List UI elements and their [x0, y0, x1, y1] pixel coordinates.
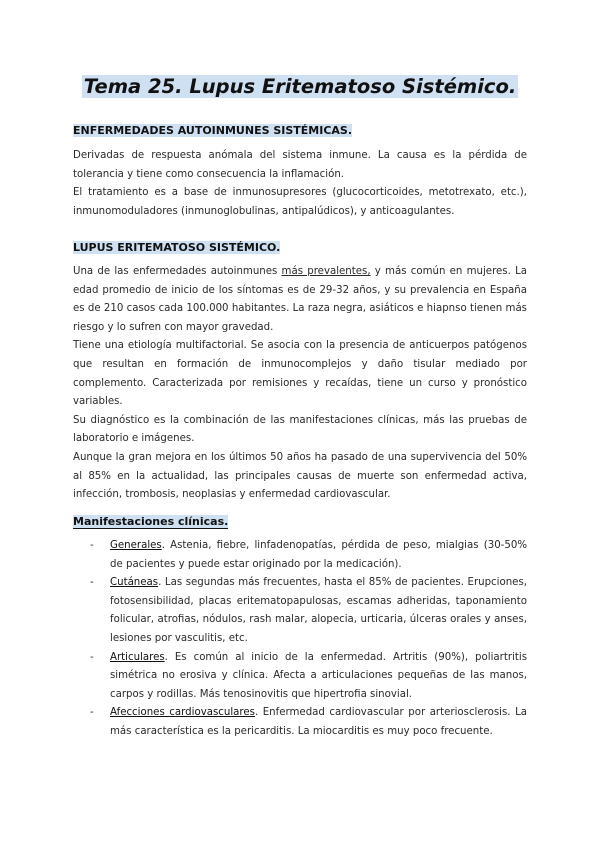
paragraph: Una de las enfermedades autoinmunes más prevalentes, y más común en mujeres. La edad promedio de inicio de los síntomas es de 29-32 años, y su prevalencia en España es de 210 casos cada 100.000 habitantes. La raza negra, asiáticos e hiapnso tienen más riesgo y lo sufren con mayor gravedad.	[73, 266, 527, 333]
section-heading-manifestaciones: Manifestaciones clínicas.	[73, 515, 229, 528]
manifestaciones-list	[90, 537, 527, 742]
section-autoinmunes-body	[73, 147, 527, 221]
list-dash: -	[90, 707, 94, 719]
list-item-term: Generales	[110, 540, 162, 551]
section-lupus-body	[73, 263, 527, 505]
underlined-text: más prevalentes,	[281, 266, 371, 277]
list-dash: -	[90, 540, 94, 551]
list-item-text: . Es común al inicio de la enfermedad. Artritis (90%), poliartritis simétrica no erosiva y clínica. Afecta a articulaciones pequeñas de las manos, carpos y rodillas. Más tenosinovitis que hipertrofia sinovial.	[110, 651, 527, 700]
list-dash: -	[90, 577, 94, 589]
list-item-term: Cutáneas	[110, 577, 159, 589]
list-dash: -	[90, 651, 94, 663]
paragraph: El tratamiento es a base de inmunosupresores (glucocorticoides, metotrexato, etc.), inmunomoduladores (inmunoglobulinas, antipalúdicos), y anticoagulantes.	[73, 187, 527, 217]
paragraph: Su diagnóstico es la combinación de las manifestaciones clínicas, más las pruebas de laboratorio e imágenes.	[73, 414, 527, 445]
paragraph: Derivadas de respuesta anómala del sistema inmune. La causa es la pérdida de tolerancia y tiene como consecuencia la inflamación.	[73, 150, 527, 180]
list-item-text: . Las segundas más frecuentes, hasta el 85% de pacientes. Erupciones, fotosensibilidad, placas eritematopapulosas, escamas adheridas, taponamiento folicular, atrofias, nódulos, rash malar, alopecia, urticaria, úlceras orales y anses, lesiones por vasculitis, etc.	[110, 577, 527, 644]
list-item	[90, 574, 527, 648]
paragraph: Aunque la gran mejora en los últimos 50 años ha pasado de una supervivencia del 50% al 85% en la actualidad, las principales causas de muerte son enfermedad activa, infección, trombosis, neoplasias y enfermedad cardiovascular.	[73, 451, 527, 501]
list-item	[90, 704, 527, 741]
list-item-text: . Astenia, fiebre, linfadenopatías, pérdida de peso, mialgias (30-50% de pacientes y puede estar originado por la medicación).	[110, 540, 527, 570]
page-title	[0, 74, 600, 100]
section-heading-autoinmunes: ENFERMEDADES AUTOINMUNES SISTÉMICAS.	[73, 124, 353, 137]
paragraph: Tiene una etiología multifactorial. Se asocia con la presencia de anticuerpos patógenos que resultan en formación de inmunocomplejos y daño tisular mediado por complemento. Caracterizada por remisiones y recaídas, tiene un curso y pronóstico variables.	[73, 340, 527, 408]
list-item-text: . Enfermedad cardiovascular por arteriosclerosis. La más característica es la pericarditis. La miocarditis es muy poco frecuente.	[110, 707, 527, 737]
list-item-term: Articulares	[110, 651, 165, 663]
list-item	[90, 537, 527, 574]
section-heading-lupus: LUPUS ERITEMATOSO SISTÉMICO.	[73, 241, 281, 254]
page-title-text: Tema 25. Lupus Eritematoso Sistémico.	[83, 75, 517, 98]
list-item	[90, 649, 527, 705]
list-item-term: Afecciones cardiovasculares	[110, 707, 255, 719]
